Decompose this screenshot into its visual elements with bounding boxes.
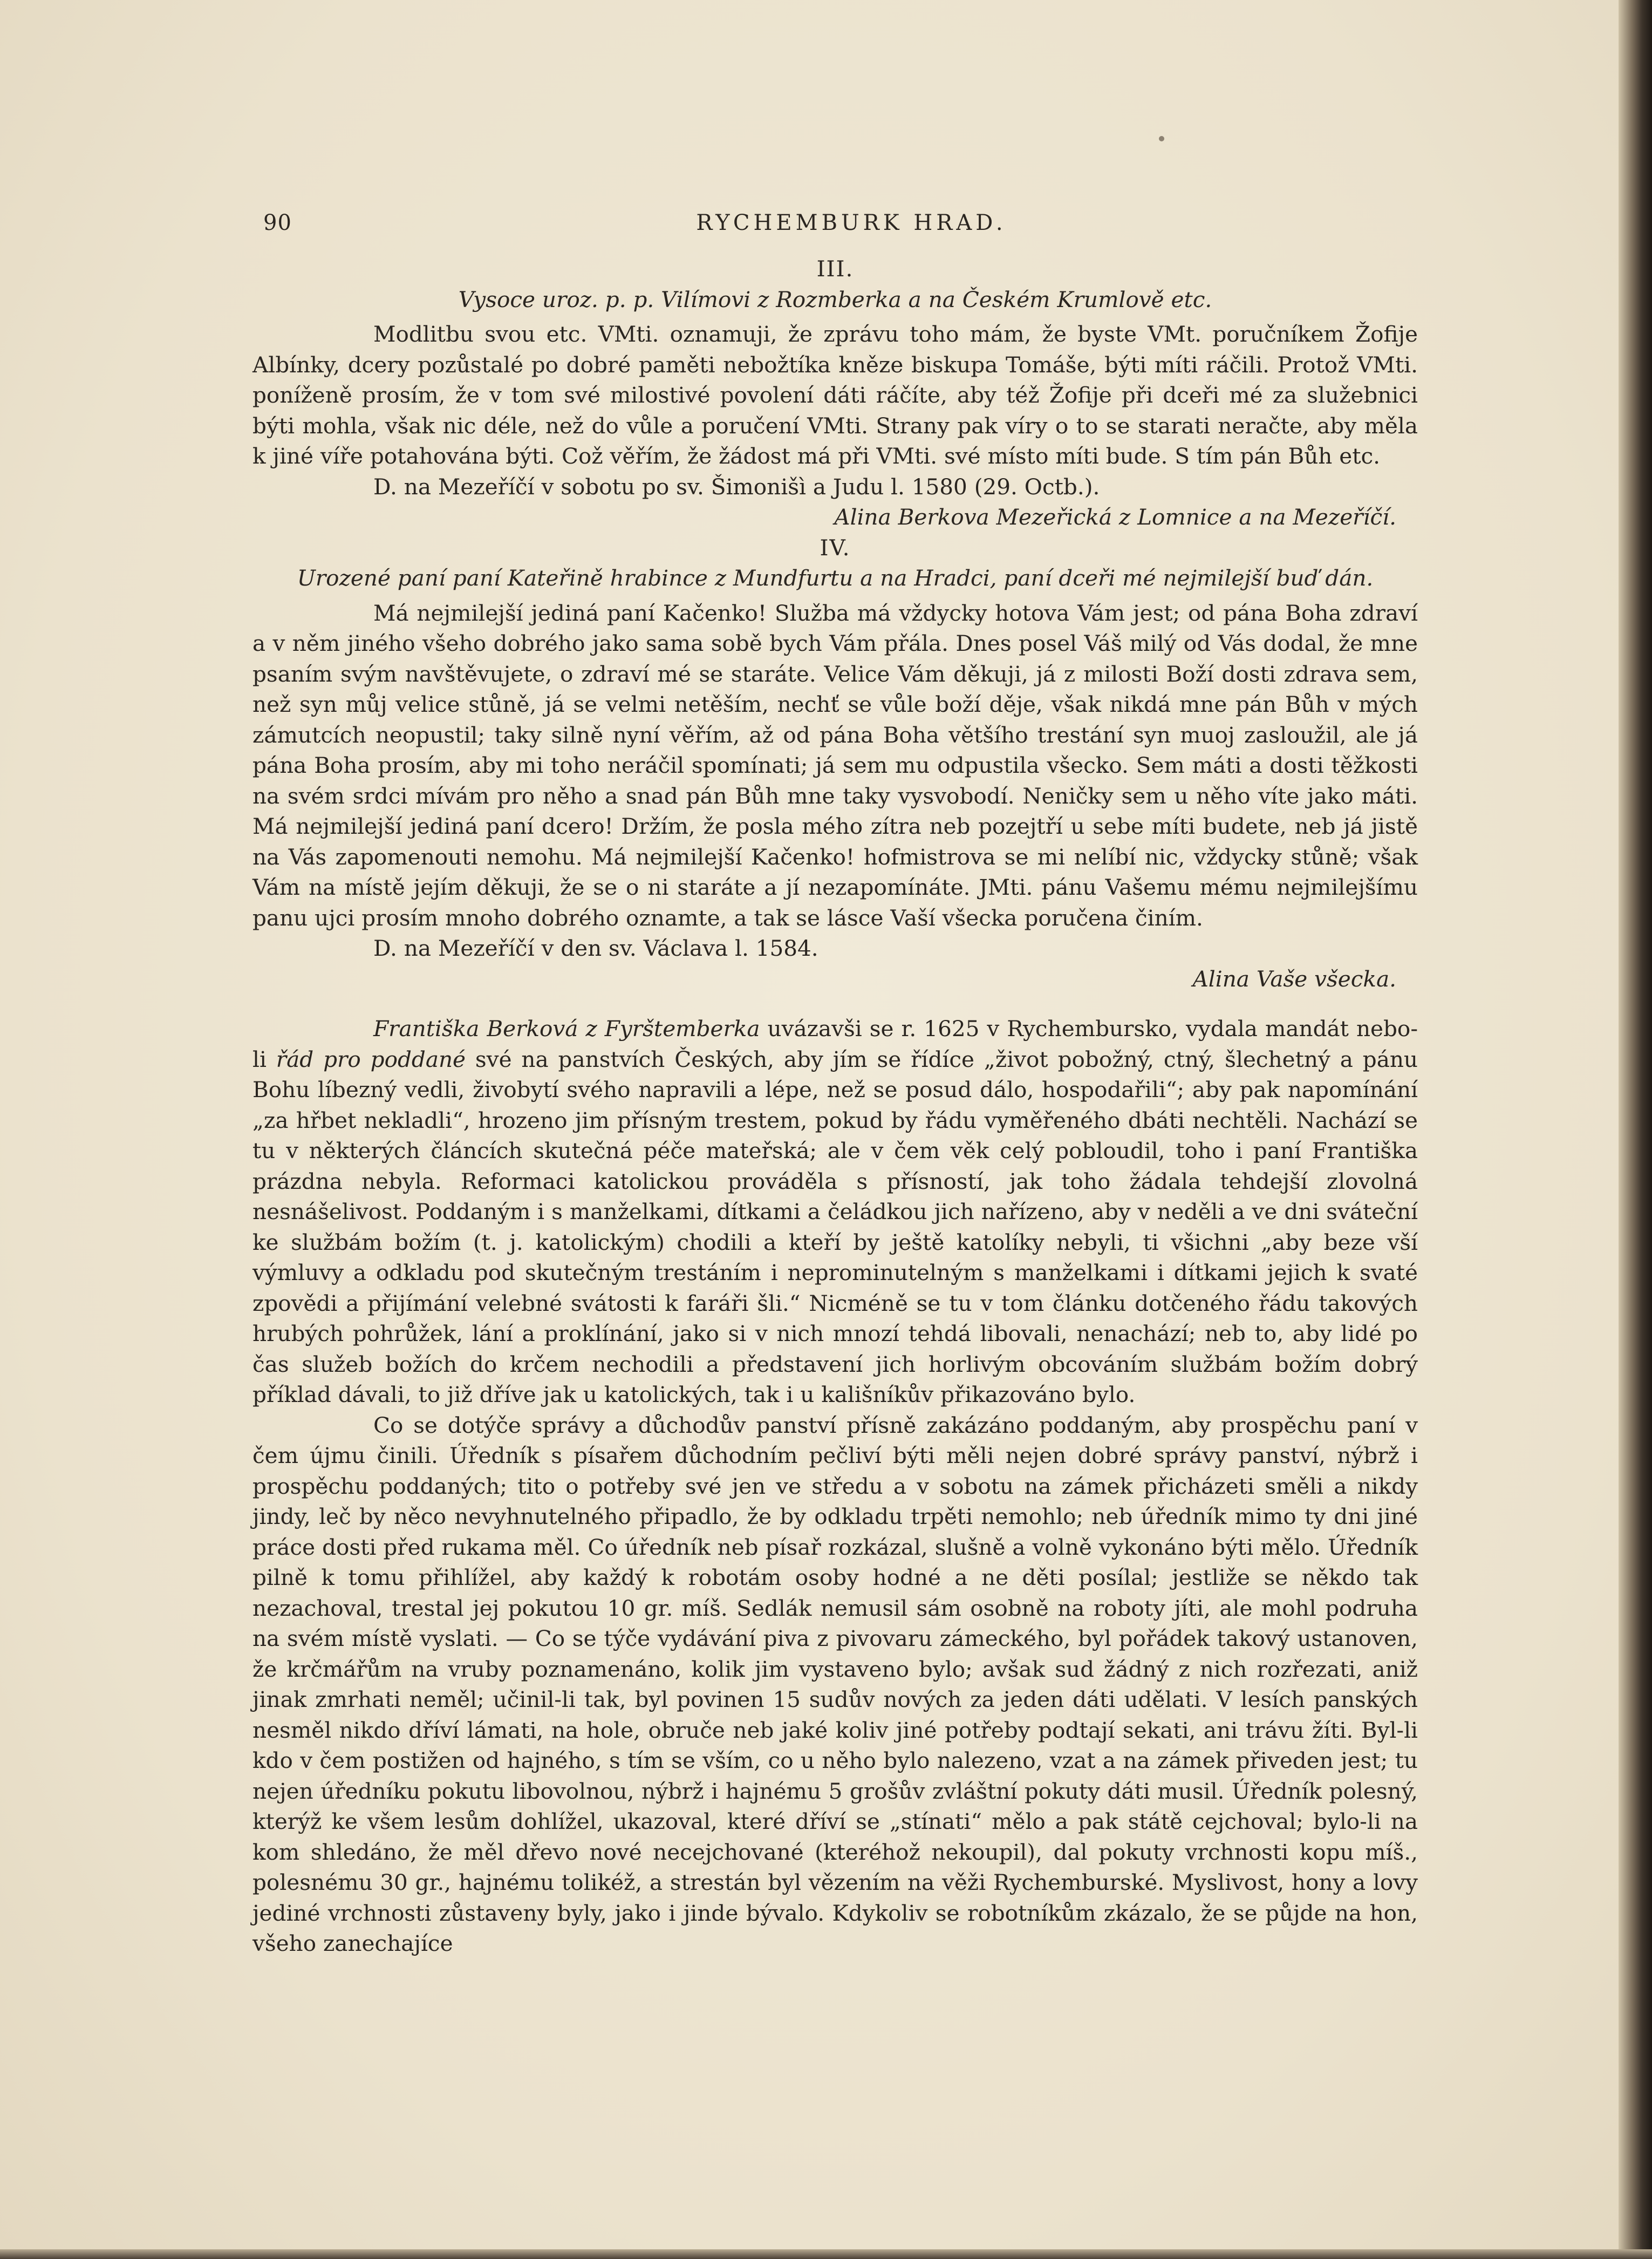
letter-4-number: IV. <box>820 534 851 561</box>
letter-3-date: D. na Mezeříčí v sobotu po sv. Šimonišì a Judu l. 1580 (29. Octb.). <box>373 473 1100 500</box>
page-text <box>252 254 1418 1959</box>
letter-4-body: Má nejmilejší jediná paní Kačenko! Služba má vždycky hotova Vám jest; od pána Boha zdraví a v něm jiného všeho dobrého jako sama sobě bych Vám přála. Dnes posel Váš milý od Vás dodal, že mne psaním svým navštěvujete, o zdraví mé se staráte. Velice Vám děkuji, já z milosti Boží dosti zdrava sem, než syn můj velice stůně, já se velmi netěším, nechť se vůle boží děje, však nikdá mne pán Bůh v mých zámutcích neopustil; taky silně nyní věřím, až od pána Boha většího trestání syn muoj zasloužil, ale já pána Boha prosím, aby mi toho neráčil spomínati; já sem mu odpustila všecko. Sem máti a dosti těžkosti na svém srdci mívám pro něho a snad pán Bůh mne taky vysvobodí. Neničky sem u něho víte jako máti. Má nejmilejší jediná paní dcero! Držím, že posla mého zítra neb pozejtří u sebe míti budete, neb já jistě na Vás zapomenouti nemohu. Má nejmilejší Kačenko! hofmistrova se mi nelíbí nic, vždycky stůně; však Vám na místě jejím děkuji, že se o ni staráte a jí nezapomínáte. JMti. pánu Vašemu mému nejmilejšímu panu ujci prosím mnoho dobrého oznamte, a tak se lásce Vaší všecka poručena činím. <box>252 600 1418 931</box>
narrative-term: řád pro poddané <box>276 1046 466 1072</box>
letter-3-address: Vysoce uroz. p. p. Vilímovi z Rozmberka a na Českém Krumlově etc. <box>458 286 1212 312</box>
page-edge-shadow <box>1619 0 1652 2259</box>
letter-3-signature: Alina Berkova Mezeřická z Lomnice a na Mezeříčí. <box>834 504 1396 530</box>
letter-4-address: Urozené paní paní Kateřině hrabince z Mundfurtu a na Hradci, paní dceři mé nejmilejší buď dán. <box>297 565 1374 591</box>
narrative-paragraph-1 <box>252 1013 1418 1410</box>
narrative-text-b: své na panstvích Českých, aby jím se řídíce „život pobožný, ctný, šlechetný a pánu Bohu líbezný vedli, živobytí svého napravili a lépe, než se posud dálo, hospodařili“; aby pak napomínání „za hřbet nekladli“, hrozeno jim přísným trestem, pokud by řádu vyměřeného dbáti nechtěli. Nachází se tu v některých článcích skutečná péče mateřská; ale v čem věk celý pobloudil, toho i paní Františka prázdna nebyla. Reformaci katolickou prováděla s přísností, jak toho žádala tehdejší zlovolná nesnášelivost. Poddaným i s manželkami, dítkami a čeládkou jich nařízeno, aby v neděli a ve dni sváteční ke službám božím (t. j. katolickým) chodili a kteří by ještě katolíky nebyli, ti všichni „aby beze vší výmluvy a odkladu pod skutečným trestáním i neprominutelným s manželkami i dítkami jejich k svaté zpovědi a přijímání velebné svátosti k faráři šli.“ Nicméně se tu v tom článku dotčeného řádu takových hrubých pohrůžek, lání a proklínání, jako si v nich mnozí tehdá libovali, nenachází; neb to, aby lidé po čas služeb božích do krčem nechodili a představení jich horlivým obcováním službám božím dobrý příklad dávali, to již dříve jak u katolických, tak i u kališníkův přikazováno bylo. <box>252 1046 1418 1407</box>
narrative-text-a: uvázavši se r. 1625 v Rychembursko, vydala mandát nebo-li <box>252 1016 1418 1072</box>
narrative-paragraph-2: Co se dotýče správy a důchodův panství přísně zakázáno poddaným, aby prospěchu paní v čem újmu činili. Úředník s písařem důchodním pečliví býti měli nejen dobré správy panství, nýbrž i prospěchu poddaných; tito o potřeby své jen ve středu a v sobotu na zámek přicházeti směli a nikdy jindy, leč by něco nevyhnutelného připadlo, že by odkladu trpěti nemohlo; neb úředník mimo ty dni jiné práce dosti před rukama měl. Co úředník neb písař rozkázal, slušně a volně vykonáno býti mělo. Úředník pilně k tomu přihlížel, aby každý k robotám osoby hodné a ne děti posílal; jestliže se někdo tak nezachoval, trestal jej pokutou 10 gr. míš. Sedlák nemusil sám osobně na roboty jíti, ale mohl podruha na svém místě vyslati. — Co se týče vydávání piva z pivovaru zámeckého, byl pořádek takový ustanoven, že krčmářům na vruby poznamenáno, kolik jim vystaveno bylo; avšak sud žádný z nich rozřezati, aniž jinak zmrhati neměl; učinil-li tak, byl povinen 15 sudův nových za jeden dáti udělati. V lesích panských nesměl nikdo dříví lámati, na hole, obruče neb jaké koliv jiné potřeby podtají sekati, ani trávu žíti. Byl-li kdo v čem postižen od hajného, s tím se vším, co u něho bylo nalezeno, vzat a na zámek přiveden jest; tu nejen úředníku pokutu libovolnou, nýbrž i hajnému 5 grošův zvláštní pokuty dáti musil. Úředník polesný, kterýž ke všem lesům dohlížel, ukazoval, které dříví se „stínati“ mělo a pak státě cejchoval; bylo-li na kom shledáno, že měl dřevo nové necejchované (kteréhož nekoupil), dal pokuty vrchnosti kopu míš., polesnému 30 gr., hajnému tolikéž, a strestán byl vězením na věži Rychemburské. Myslivost, hony a lovy jediné vrchnosti zůstaveny byly, jako i jinde bývalo. Kdykoliv se robotníkům zkázalo, že se půjde na hon, všeho zanechajíce <box>252 1412 1418 1956</box>
page-bottom-edge <box>0 2249 1652 2259</box>
narrative-name: Františka Berková z Fyrštemberka <box>373 1016 760 1042</box>
running-head: RYCHEMBURK HRAD. <box>696 210 1007 235</box>
letter-4-date: D. na Mezeříčí v den sv. Václava l. 1584. <box>373 935 818 961</box>
letter-3-number: III. <box>816 256 854 282</box>
letter-4-signature: Alina Vaše všecka. <box>1192 965 1396 992</box>
page-header <box>263 210 1439 243</box>
letter-3-body: Modlitbu svou etc. VMti. oznamuji, že zprávu toho mám, že byste VMt. poručníkem Žofije Albínky, dcery pozůstalé po dobré paměti nebožtíka kněze biskupa Tomáše, býti míti ráčili. Protož VMti. poníženě prosím, že v tom své milostivé povolení dáti ráčíte, aby též Žofije při dceři mé za služebnici býti mohla, však nic déle, než do vůle a poručení VMti. Strany pak víry o to se starati neračte, aby měla k jiné víře potahována býti. Což věřím, že žádost má při VMti. své místo míti bude. S tím pán Bůh etc. <box>252 321 1418 469</box>
page-number: 90 <box>263 210 292 235</box>
ink-speck <box>1159 136 1164 141</box>
